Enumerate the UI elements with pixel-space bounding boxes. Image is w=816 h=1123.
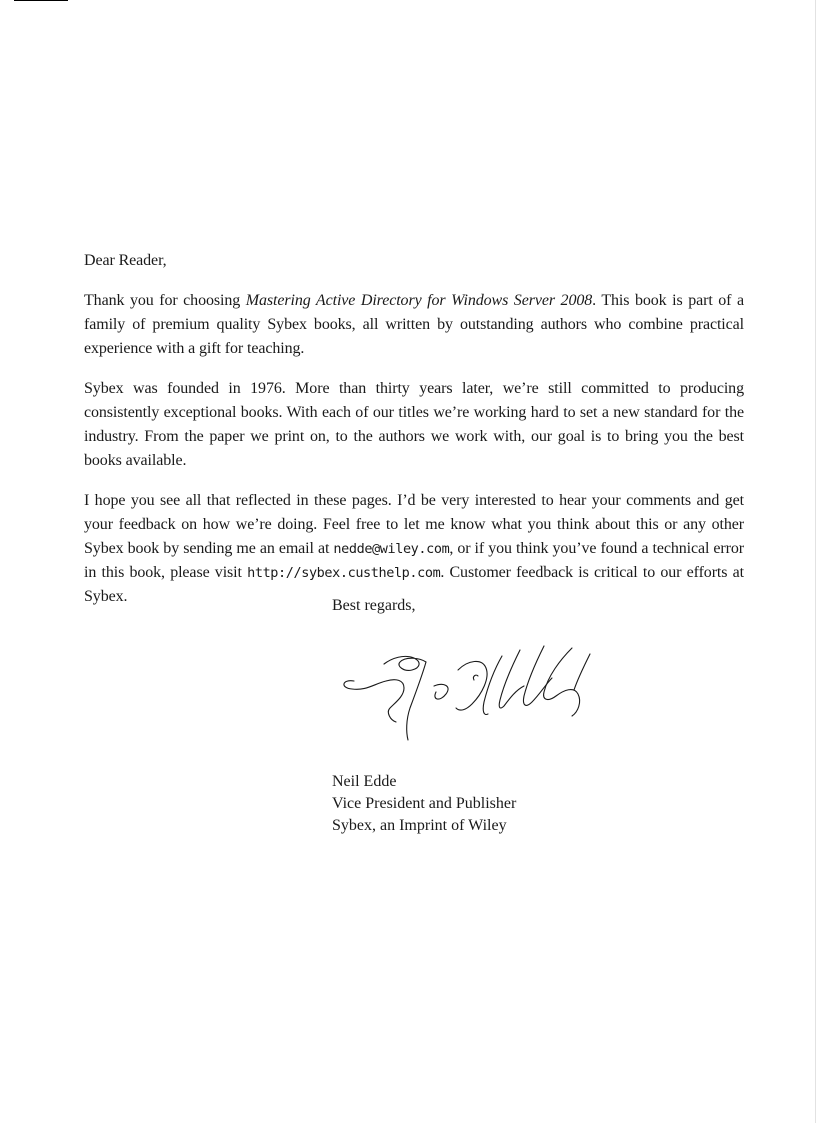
closing-line: Best regards, — [332, 597, 416, 614]
signer-name: Neil Edde — [332, 773, 397, 790]
signer-title: Vice President and Publisher — [332, 795, 517, 812]
email-address[interactable]: nedde@wiley.com — [333, 541, 450, 557]
feedback-text-end: . Customer feedback is critical to our efforts at Sybex. — [84, 564, 744, 605]
feedback-text-start: I hope you see all that reflected in these pages. I’d be very interested to hear your comments and get your feedback on how we’re doing. Feel free to let me know what you think about this or any other Sybex book by sending me an email at — [84, 492, 744, 557]
book-title: Mastering Active Directory for Windows Server 2008 — [245, 292, 593, 309]
intro-text-end: . This book is part of a family of premium quality Sybex books, all written by outstanding authors who combine practical experience with a gift for teaching. — [84, 292, 744, 357]
top-left-rule — [14, 0, 68, 1]
handwritten-signature — [334, 636, 614, 746]
paragraph-feedback — [84, 489, 744, 609]
letter-body — [84, 249, 744, 609]
paragraph-intro — [84, 289, 744, 361]
signer-company: Sybex, an Imprint of Wiley — [332, 817, 507, 834]
feedback-text-middle: , or if you think you’ve found a technical error in this book, please visit — [84, 540, 744, 581]
signature-block — [332, 771, 516, 837]
paragraph-history: Sybex was founded in 1976. More than thirty years later, we’re still committed to producing consistently exceptional books. With each of our titles we’re working hard to set a new standard for the industry. From the paper we print on, to the authors we work with, our goal is to bring you the best books available. — [84, 380, 744, 469]
salutation: Dear Reader, — [84, 252, 167, 269]
support-url[interactable]: http://sybex.custhelp.com — [247, 565, 441, 581]
intro-text-start: Thank you for choosing — [84, 292, 246, 309]
